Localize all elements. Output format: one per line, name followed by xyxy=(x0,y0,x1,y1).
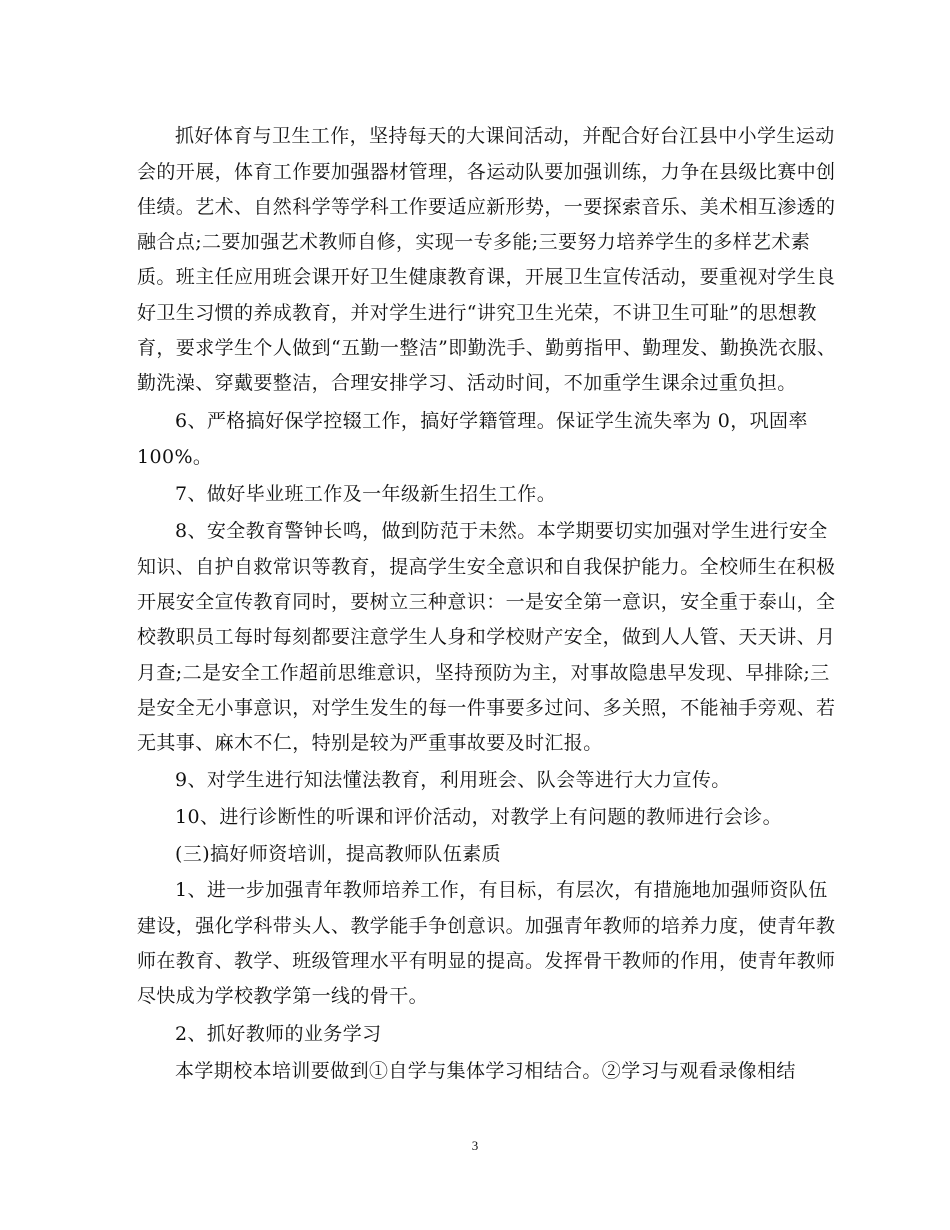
paragraph-line: 无其事、麻木不仁，特别是较为严重事故要及时汇报。 xyxy=(137,732,603,754)
paragraph-line: 质。班主任应用班会课开好卫生健康教育课，开展卫生宣传活动，要重视对学生良 xyxy=(137,266,836,288)
paragraph-line: 开展安全宣传教育同时，要树立三种意识：一是安全第一意识，安全重于泰山，全 xyxy=(137,591,836,613)
paragraph-line: 10、进行诊断性的听课和评价活动，对教学上有问题的教师进行会诊。 xyxy=(175,806,782,828)
paragraph-line: 勤洗澡、穿戴要整洁，合理安排学习、活动时间，不加重学生课余过重负担。 xyxy=(137,372,797,394)
paragraph-line: 好卫生习惯的养成教育，并对学生进行“讲究卫生光荣，不讲卫生可耻”的思想教 xyxy=(137,302,817,324)
page-number: 3 xyxy=(471,1138,479,1153)
paragraph-line: 师在教育、教学、班级管理水平有明显的提高。发挥骨干教师的作用，使青年教师 xyxy=(137,950,836,972)
paragraph-line: 9、对学生进行知法懂法教育，利用班会、队会等进行大力宣传。 xyxy=(175,769,731,791)
paragraph-line: 佳绩。艺术、自然科学等学科工作要适应新形势，一要探索音乐、美术相互渗透的 xyxy=(137,196,836,218)
paragraph-line: 2、抓好教师的业务学习 xyxy=(175,1023,382,1045)
paragraph-line: 校教职员工每时每刻都要注意学生人身和学校财产安全，做到人人管、天天讲、月 xyxy=(137,626,836,648)
paragraph-line: 抓好体育与卫生工作，坚持每天的大课间活动，并配合好台江县中小学生运动 xyxy=(175,125,835,147)
paragraph-line: 尽快成为学校教学第一线的骨干。 xyxy=(137,985,429,1007)
paragraph-line: 是安全无小事意识，对学生发生的每一件事要多过问、多关照，不能袖手旁观、若 xyxy=(137,697,836,719)
paragraph-line: 100%。 xyxy=(137,446,213,468)
paragraph-line: 1、进一步加强青年教师培养工作，有目标，有层次，有措施地加强师资队伍 xyxy=(175,879,828,901)
paragraph-line: 育，要求学生个人做到“五勤一整洁”即勤洗手、勤剪指甲、勤理发、勤换洗衣服、 xyxy=(137,337,837,359)
paragraph-line: 7、做好毕业班工作及一年级新生招生工作。 xyxy=(175,483,557,505)
paragraph-line: 8、安全教育警钟长鸣，做到防范于未然。本学期要切实加强对学生进行安全 xyxy=(175,520,828,542)
paragraph-line: 融合点;二要加强艺术教师自修，实现一专多能;三要努力培养学生的多样艺术素 xyxy=(137,231,811,253)
paragraph-line: 6、严格搞好保学控辍工作，搞好学籍管理。保证学生流失率为 0，巩固率 xyxy=(175,410,808,432)
section-heading: (三)搞好师资培训，提高教师队伍素质 xyxy=(175,843,502,865)
paragraph-line: 月查;二是安全工作超前思维意识，坚持预防为主，对事故隐患早发现、早排除;三 xyxy=(137,662,830,684)
paragraph-line: 会的开展，体育工作要加强器材管理，各运动队要加强训练，力争在县级比赛中创 xyxy=(137,161,836,183)
paragraph-line: 知识、自护自救常识等教育，提高学生安全意识和自我保护能力。全校师生在积极 xyxy=(137,556,836,578)
paragraph-line: 本学期校本培训要做到①自学与集体学习相结合。②学习与观看录像相结 xyxy=(175,1060,796,1082)
paragraph-line: 建设，强化学科带头人、教学能手争创意识。加强青年教师的培养力度，使青年教 xyxy=(137,915,836,937)
